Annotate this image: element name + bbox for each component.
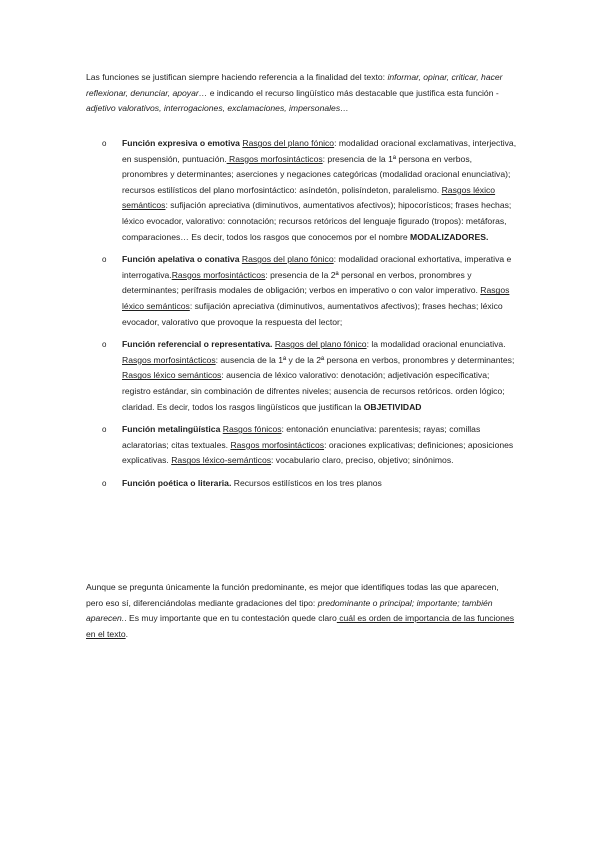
item-underline-1: Rasgos fónicos xyxy=(222,424,282,435)
item-text-1: : entonación enunciativa: parentesis; rayas; comillas aclaratorias; citas textuales. xyxy=(122,424,481,450)
list-item-referencial xyxy=(86,337,518,415)
item-text-1: : modalidad oracional exhortativa, imperativa e interrogativa. xyxy=(122,254,512,280)
bullet-marker: o xyxy=(102,425,107,435)
bullet-marker: o xyxy=(102,255,107,265)
item-text-1: : la modalidad oracional enunciativa. xyxy=(366,339,506,350)
item-bold-keyword: MODALIZADORES. xyxy=(410,231,489,242)
item-title: Función referencial o representativa. xyxy=(122,339,273,350)
item-underline-1: Rasgos del plano fónico xyxy=(241,254,334,265)
item-text-2: : presencia de la 1ª persona en verbos, pronombres y determinantes; aserciones y negaciones categóricas (modalidad oracional enunciativa); recursos estilísticos del plano morfosintáctico: asíndetón, polisíndeton, paralelismo. xyxy=(122,153,511,195)
item-underline-3: Rasgos léxico semánticos xyxy=(122,184,496,211)
item-underline-1: Rasgos del plano fónico xyxy=(242,138,335,148)
bullet-marker: o xyxy=(102,340,107,350)
list-item-metalinguistica xyxy=(86,422,518,469)
intro-italic-purposes: informar, opinar, criticar, hacer reflexionar, denunciar, apoyar… xyxy=(86,72,503,98)
item-text-3: : ausencia de léxico valorativo: denotación; adjetivación especificativa; registro estándar, sin combinación de difrentes niveles; ausencia de recursos retóricos. orden lógico; claridad. Es decir, todos los rasgos lingüísticos que justifican la xyxy=(122,370,505,412)
intro-text-2: e indicando el recurso lingüístico más destacable que justifica esta función - xyxy=(207,87,499,98)
item-text-2: : oraciones explicativas; definiciones; aposiciones explicativas. xyxy=(122,439,514,466)
item-text-1: : modalidad oracional exclamativas, interjectiva, en suspensión, puntuación. xyxy=(122,138,517,164)
item-underline-3: Rasgos léxico semánticos xyxy=(122,370,222,381)
item-text-1: Recursos estilísticos en los tres planos xyxy=(231,477,382,488)
closing-text-2: . Es muy importante que en tu contestación quede claro xyxy=(124,613,337,624)
item-underline-2: Rasgos morfosintácticos xyxy=(230,439,325,450)
closing-italic-gradations: predominante o principal; importante; también aparecen. xyxy=(86,597,493,624)
item-underline-3: Rasgos léxico semánticos xyxy=(122,285,510,311)
item-text-2: : presencia de la 2ª personal en verbos, pronombres y determinantes; perífrasis modales de obligación; verbos en imperativo o con valor imperativo. xyxy=(122,269,481,296)
item-title: Función poética o literaria. xyxy=(122,477,232,488)
closing-text-1: Aunque se pregunta únicamente la función predominante, es mejor que identifiques todas las que aparecen, pero eso sí, diferenciándolas mediante gradaciones del tipo: xyxy=(86,582,499,608)
item-underline-3: Rasgos léxico-semánticos xyxy=(171,455,272,466)
item-title: Función metalingüística xyxy=(122,424,221,435)
list-item-expresiva xyxy=(86,136,518,245)
item-underline-2: Rasgos morfosintácticos xyxy=(171,269,266,280)
item-text-2: : ausencia de la 1ª y de la 2ª persona en verbos, pronombres y determinantes; xyxy=(215,354,515,365)
closing-underline: cuál es orden de importancia de las funciones en el texto xyxy=(86,613,515,639)
list-item-poetica xyxy=(86,476,518,492)
intro-text-1: Las funciones se justifican siempre haciendo referencia a la finalidad del texto: xyxy=(86,72,388,82)
list-item-apelativa xyxy=(86,252,518,330)
item-title: Función expresiva o emotiva xyxy=(122,138,240,148)
item-underline-1: Rasgos del plano fónico xyxy=(274,339,367,350)
closing-text-3: . xyxy=(125,628,129,639)
item-text-3: : sufijación apreciativa (diminutivos, aumentativos afectivos); hipocorísticos; frases hechas; léxico evocador, valorativo: connotación; recursos retóricos del lenguaje figurado (tropos): metáforas, comparaciones… Es decir, todos los rasgos que conocemos por el nombre xyxy=(122,200,512,242)
bullet-marker: o xyxy=(102,478,107,488)
item-text-3: : vocabulario claro, preciso, objetivo; sinónimos. xyxy=(271,455,454,466)
item-underline-2: Rasgos morfosintácticos xyxy=(226,153,323,164)
intro-italic-resources: adjetivo valorativos, interrogaciones, exclamaciones, impersonales… xyxy=(86,103,349,114)
item-title: Función apelativa o conativa xyxy=(122,254,240,265)
item-underline-2: Rasgos morfosintácticos xyxy=(122,354,216,365)
bullet-marker: o xyxy=(102,139,107,148)
item-text-3: : sufijación apreciativa (diminutivos, aumentativos afectivos); frases hechas; léxico evocador, valorativo que provoque la respuesta del lector; xyxy=(122,300,503,327)
intro-paragraph xyxy=(86,70,518,117)
functions-list xyxy=(86,136,518,498)
closing-paragraph xyxy=(86,580,518,642)
item-bold-keyword: OBJETIVIDAD xyxy=(363,401,422,412)
